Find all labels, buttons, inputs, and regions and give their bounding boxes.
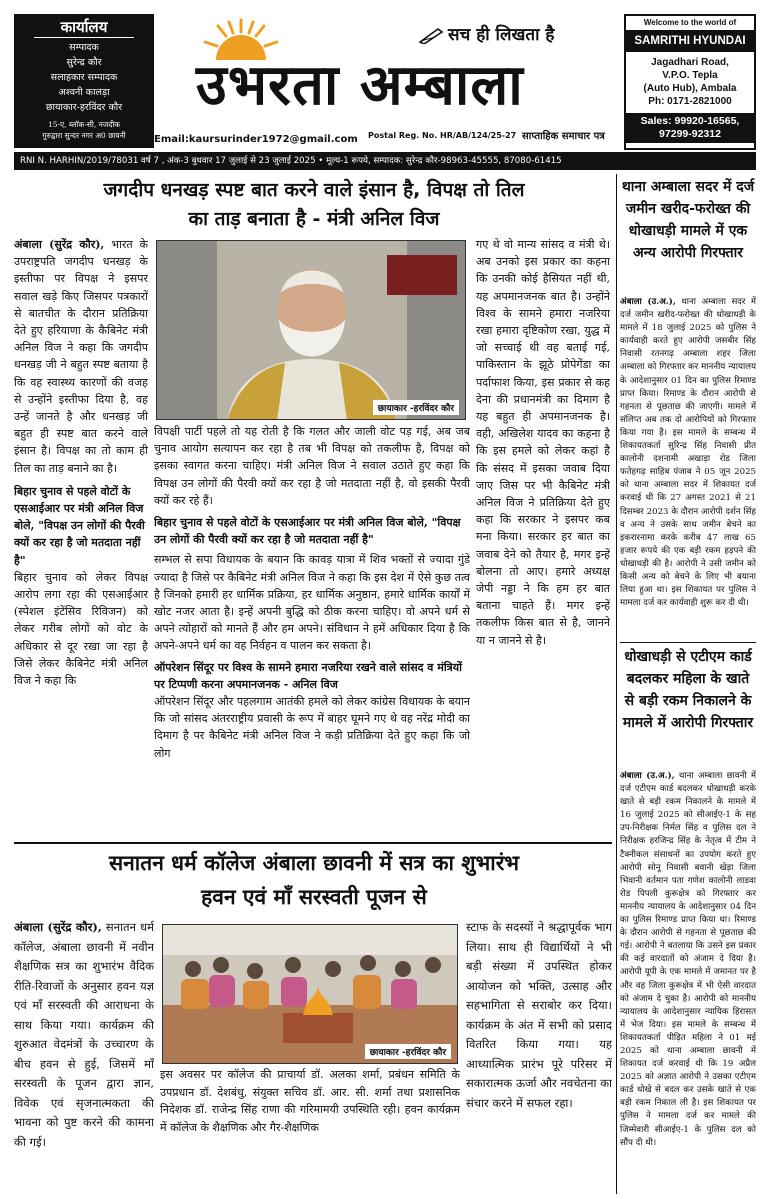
- ad-sales-line: 97299-92312: [659, 128, 721, 140]
- body-text: इस अवसर पर कॉलेज की प्राचार्या डॉ. अलका शर्मा, प्रबंधन समिति के उपप्रधान डॉ. देशबंधु, संयुक्त सचिव डॉ. आर. सी. शर्मा तथा प्रशासनिक निदेशक डॉ. राजेन्द्र सिंह राणा की गरिमामयी उपस्थिति रही। हवन कार्यक्रम में कॉलेज के शैक्षणिक और गैर-शैक्षणिक: [160, 1068, 460, 1134]
- sidebar-story1-headline: थाना अम्बाला सदर में दर्ज जमीन खरीद-फरोख्त की धोखाधड़ी मामले में एक अन्य आरोपी गिरफ्तार: [621, 179, 755, 261]
- body-text: बिहार चुनाव को लेकर विपक्ष आरोप लगा रहा की एसआईआर (स्पेशल इंटेंसिव रिविजन) को लेकर गरीब लोगों को वोट के अधिकार से दूर रखा जा रहा है जिसे लेकर कैबिनेट मंत्री अनिल विज ने कहा कि: [14, 570, 148, 688]
- postal-reg: Postal Reg. No. HR/AB/124/25-27: [368, 131, 517, 140]
- photo-credit: छायाकार -हरविंदर कौर: [365, 1044, 451, 1059]
- ad-line: Ph: 0171-2821000: [648, 96, 732, 107]
- ad-brand: SAMRITHI HYUNDAI: [626, 30, 754, 52]
- byline: अंबाला (उ.अ.),: [620, 297, 676, 307]
- story2-headline-line: सनातन धर्म कॉलेज अंबाला छावनी में सत्र का शुभारंभ: [108, 851, 520, 875]
- havan-photo: [162, 924, 458, 1064]
- subhead: बिहार चुनाव से पहले वोटों के एसआईआर पर मंत्री अनिल विज बोले, "विपक्ष उन लोगों की पैरवी क्यों कर रहा है जो मतदाता नहीं है": [154, 516, 461, 547]
- story2-col2: [160, 1066, 460, 1190]
- story2-headline-line: हवन एवं माँ सरस्वती पूजन से: [201, 885, 427, 909]
- story2-col1: [14, 918, 154, 1190]
- tagline: साप्ताहिक समाचार पत्र: [522, 131, 605, 142]
- office-line: अश्वनी कालड़ा: [58, 87, 110, 98]
- office-line: सलाहकार सम्पादक: [50, 72, 118, 83]
- story1-col3: [476, 236, 610, 839]
- subhead: ऑपरेशन सिंदूर पर विश्व के सामने हमारा नजरिया रखने वाले सांसद व मंत्रियों पर टिप्पणी करना अपमानजनक - अनिल विज: [154, 660, 462, 691]
- ad-welcome: Welcome to the world of: [643, 18, 737, 27]
- byline: अंबाला (सुरेंद्र कौर),: [14, 238, 105, 251]
- subhead: बिहार चुनाव से पहले वोटों के एसआईआर पर मंत्री अनिल विज बोले, "विपक्ष उन लोगों की पैरवी क्यों कर रहा है जो मतदाता नहीं है": [14, 484, 145, 567]
- body-text: थाना अम्बाला छावनी में दर्ज एटीएम कार्ड बदलकर धोखाधड़ी करके खाते से बड़ी रकम निकालने के मामले में 16 जुलाई 2025 को सीआईए-1 के सह उप-निरीक्षक निर्मल सिंह व पुलिस दल ने निरीक्षक हरजिन्द्र सिंह के नेतृत्व में टीम ने टैक्नीकल संसाधनों का उपयोग करते हुए आरोपी सोनू निवासी बवानी खेड़ा जिला भिवानी वर्तमान पता गणेश कालोनी लाडवा रोड पिपली कुरूक्षेत्र को गिरफ्तार कर माननीय न्यायालय के आदेशानुसार 04 दिन का पुलिस रिमाण्ड प्राप्त किया था। रिमाण्ड के दौरान आरोपी से गहनता से पूछताछ की गई। आरोपी ने बतलाया कि उसने इस प्रकार की कई वारदातों को अंजाम दे दिया है। आरोपी यूपी के एक मामले में जमानत पर है और वह जिला कुरूक्षेत्र में भी ऐसी वारदात को अंजाम दे चुका है। आरोपी को माननीय न्यायालय के आदेशानुसार न्यायिक हिरासत में भेज दिया। इस मामले के सम्बन्ध में शिकायतकर्ता पीड़ित महिला ने 01 मई 2025 को थाना अम्बाला छावनी में शिकायत दर्ज करवाई थी कि 19 अप्रैल 2025 को अज्ञात आरोपी ने उसका एटीएम कार्ड धोखे से बदल कर उसके खाते से एक बड़ी रकम निकाल ली है। इस शिकायत पर पुलिस ने मामला दर्ज कर मामले की जिम्मेवारी सीआईए-1 के पुलिस दल को सौंप दी थी।: [620, 771, 756, 1148]
- photo-credit: छायाकार -हरविंदर कौर: [373, 400, 459, 415]
- ad-line: Jagadhari Road,: [651, 57, 729, 68]
- ad-line: (Auto Hub), Ambala: [643, 83, 737, 94]
- sidebar-story1-body: [620, 296, 756, 638]
- story2-headline: [14, 846, 614, 914]
- motto: सच ही लिखता है: [448, 25, 555, 45]
- office-box: [14, 14, 154, 148]
- body-text: स्टाफ के सदस्यों ने श्रद्धापूर्वक भाग लिया। साथ ही विद्यार्थियों ने भी बड़ी संख्या में उपस्थित होकर आयोजन को भक्ति, उत्साह और सहभागिता से सराबोर कर दिया। कार्यक्रम के अंत में सभी को प्रसाद वितरित किया गया। यह आध्यात्मिक प्रारंभ पूरे परिसर में सकारात्मक ऊर्जा और नवचेतना का संचार करने में सफल रहा।: [466, 920, 612, 1110]
- minister-photo: [156, 240, 466, 420]
- ad-sales: [626, 113, 754, 143]
- story1-headline-line: जगदीप धनखड़ स्पष्ट बात करने वाले इंसान है, विपक्ष तो तिल: [103, 179, 525, 201]
- sidebar-story2-body: [620, 770, 756, 1190]
- story1-headline: [14, 176, 614, 234]
- office-title: कार्यालय: [34, 17, 134, 38]
- office-line: छायाकार-हरविंदर कौर: [45, 102, 123, 113]
- story1-col1: [14, 236, 148, 836]
- body-text: सनातन धर्म कॉलेज, अंबाला छावनी में नवीन शैक्षणिक सत्र का शुभारंभ वैदिक रीति-रिवाजों के अनुसार हवन यज्ञ एवं माँ सरस्वती की आराधना के साथ किया गया। कार्यक्रम की शुरुआत वेदमंत्रों के उच्चारण के बीच हवन से हुई, जिसमें माँ सरस्वती के पूजन द्वारा ज्ञान, विवेक एवं सृजनात्मकता की भावना को पुष्ट करने की कामना की गई।: [14, 920, 154, 1149]
- address-line: 15-ए, ब्लॉक-सी, नजदीक: [47, 120, 121, 129]
- sidebar-rule: [616, 174, 617, 1194]
- pen-icon: [418, 26, 444, 44]
- office-line: सुरेन्द्र कौर: [66, 57, 102, 68]
- hyundai-ad: [624, 14, 756, 150]
- body-text: विपक्षी पार्टी पहले तो यह रोती है कि गलत और जाली वोट पड़ गई, अब जब चुनाव आयोग सत्यापन कर रहा है तब भी विपक्ष को तकलीफ है, विपक्ष को इसका स्वागत करना चाहिए। मंत्री अनिल विज ने सवाल उठाते हुए कहा कि विपक्ष उन लोगों की पैरवी क्यों कर रहा है जो मतदाता नहीं है, वो इसकी पैरवी क्यों कर रहे हैं।: [154, 425, 470, 507]
- email: Email:kaursurinder1972@gmail.com: [154, 134, 358, 145]
- newspaper-title: उभरता अम्बाला: [196, 53, 524, 118]
- body-text: सम्भल से सपा विधायक के बयान कि कावड़ यात्रा में शिव भक्तों से ज्यादा गुंडे ज्यादा है जिसे पर कैबिनेट मंत्री अनिल विज ने कहा कि इस देश में ऐसे कुछ तत्व है जिनको हमारी हर धार्मिक प्रक्रिया, हर धार्मिक अनुष्ठान, हमारे धार्मिक कार्यों में खोट नजर आता है। इन्हें अपनी बुद्धि को ठीक करना चाहिए। वो अपने धर्म से अपने त्योहारों को मानते हैं और हम अपने। संविधान ने हमें अधिकार दिया है कि अपने-अपने धर्म का वह निर्वहन व पालन कर सकता है।: [154, 553, 470, 653]
- story1-col2: [154, 423, 470, 839]
- sidebar-story2-headline: धोखाधड़ी से एटीएम कार्ड बदलकर महिला के खाते से बड़ी रकम निकालने के मामले में आरोपी गिरफ्तार: [622, 649, 754, 731]
- byline: अंबाला (सुरेंद्र कौर),: [14, 920, 102, 934]
- body-text: भारत के उपराष्ट्रपति जगदीप धनखड़ के इस्तीफा पर विपक्ष ने इसपर सवाल खड़े किए जिसपर पत्रकारों से बातचीत के दौरान प्रतिक्रिया देते हुए हरियाणा के कैबिनेट मंत्री अनिल विज ने कहा कि जगदीप धनखड़ जी ने बहुत स्पष्ट बताया है कि वह स्वास्थ्य कारणों की वजह से उन्होंने इस्तीफा दिया है, वह उन्हें जानते है और धनखड़ जी बहुत ही स्पष्ट बात करने वाले इंसान है। विपक्ष का तो काम ही तिल का ताड़ बनाने का है।: [14, 238, 148, 475]
- issue-strip: RNI N. HARHIN/2019/78031 वर्ष 7 , अंक-3 बुधवार 17 जुलाई से 23 जुलाई 2025 • मूल्य-1 रूपये, सम्पादक: सुरेन्द्र कौर-98963-45555, 87080-61415: [14, 152, 756, 170]
- ad-line: V.P.O. Tepla: [662, 70, 718, 81]
- sidebar-divider: [620, 642, 756, 643]
- body-text: थाना अम्बाला सदर में दर्ज जमीन खरीद-फरोख्त की धोखाधड़ी के मामले में 18 जुलाई 2025 को पुलिस ने कार्यवाही करते हुए आरोपी जसबीर सिंह निवासी रतनगढ़ अम्बाला शहर जिला अम्बाला को गिरफ्तार कर माननीय न्यायालय के आदेशानुसार 01 दिन का पुलिस रिमाण्ड प्राप्त किया। रिमाण्ड के दौरान आरोपी से गहनता से पूछताछ की जाएगी। मामले में संलिप्त अब तक दो आरोपियों को गिरफ्तार किया गया है। इस मामले के सम्बन्ध में शिकायतकर्ता सुरिन्द्र सिंह निवासी प्रीत कालोनी दशनामी अखाड़ा रोड जिला फतेहगढ़ साहिब पंजाब ने 05 जून 2025 को थाना अम्बाला सदर में शिकायत दर्ज करवाई थी कि 27 अगस्त 2021 से 21 दिसम्बर 2023 के दौरान आरोपी दर्शन सिंह व अन्य ने उसके साथ जमीन बेचने का इकरारनामा करके करीब 47 लाख 65 हजार रूपये की एक बड़ी रकम हड़पने की धोखाधड़ी की है। आरोपी ने उसी जमीन को किसी अन्य को बेचने के लिए भी बयाना लिया हुआ था। इस शिकायत पर पुलिस ने मामला दर्ज कर कार्यवाही शुरू कर दी थी।: [620, 297, 756, 609]
- body-text: ऑपरेशन सिंदूर और पहलगाम आतंकी हमले को लेकर कांग्रेस विधायक के बयान कि जो सांसद अंतरराष्ट्रीय प्रवासी के रूप में बाहर घूमने गए थे वह नरेंद्र मोदी का दिमाग है पर कैबिनेट मंत्री अनिल विज ने कड़ी प्रतिक्रिया देते हुए कहा कि जो लोग: [154, 695, 470, 760]
- story1-headline-line: का ताड़ बनाता है - मंत्री अनिल विज: [188, 208, 440, 230]
- ad-sales-line: Sales: 99920-16565,: [640, 115, 740, 127]
- address-line: गुरुद्वारा सुन्दर नगर अ0 छावनी: [42, 131, 126, 140]
- story-divider: [14, 842, 612, 844]
- byline: अंबाला (उ.अ.),: [620, 771, 675, 781]
- office-line: सम्पादक: [69, 42, 99, 53]
- body-text: गए थे वो मान्य सांसद व मंत्री थे। अब उनको इस प्रकार का कहना कि उनकी कोई हैसियत नहीं थी, यह अपमानजनक बात है। उन्होंने विश्व के सामने हमारा नजरिया रखा हमारा दृष्टिकोण रखा, युद्ध में जो सच्चाई थी वह बताई गई, पाकिस्तान के झूठे प्रोपेगेंडा का पर्दाफाश किया, इस प्रकार से कह देना की प्रधानमंत्री का दिमाग है यह बहुत ही अपमानजनक है। वही, अखिलेश यादव का कहना है कि इस हमले को लेकर कहां है कि संसद में इसका जवाब दिया जाए जिस पर भी कैबिनेट मंत्री अनिल विज ने प्रतिक्रिया देते हुए कहा कि सरकार ने इसपर कब मना किया। सरकार हर बात का जवाब देने को तैयार है, मगर इन्हें बोलना तो आए। हमारे अध्यक्ष जेपी नड्डा ने कि हम हर बात बताना चाहते हैं। मगर इन्हें तकलीफ किस बात से है, जानने या न जानने से है।: [476, 238, 610, 647]
- portrait-image: [157, 241, 466, 420]
- story2-col3: [466, 918, 612, 1190]
